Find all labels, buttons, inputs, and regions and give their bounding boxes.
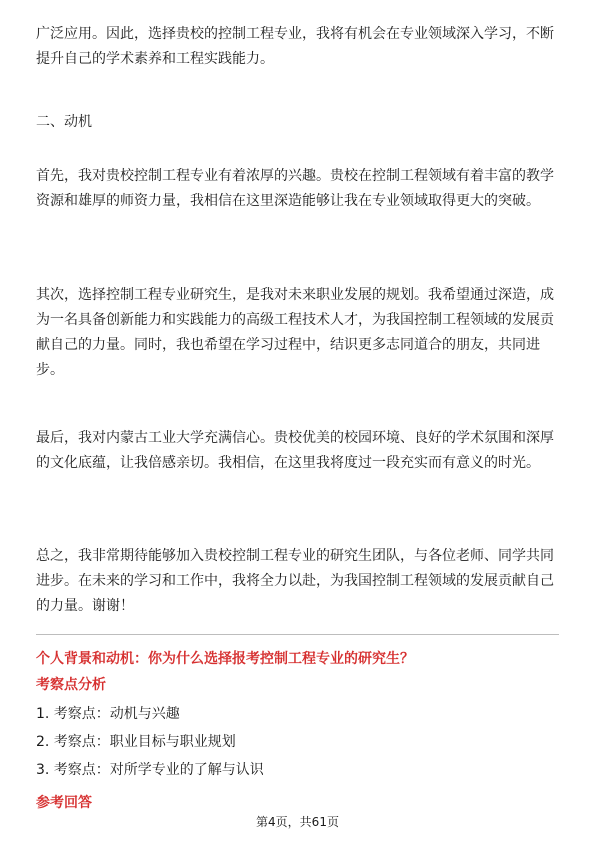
analysis-points-list: [36, 700, 264, 784]
paragraph-intro-continued: 广泛应用。因此，选择贵校的控制工程专业，我将有机会在专业领域深入学习，不断提升自己的学术素养和工程实践能力。: [36, 26, 554, 67]
reference-answer-heading: 参考回答: [36, 795, 92, 811]
question-title: 个人背景和动机：你为什么选择报考控制工程专业的研究生？: [36, 651, 414, 667]
list-item: 3. 考察点：对所学专业的了解与认识: [36, 762, 264, 778]
list-item: 2. 考察点：职业目标与职业规划: [36, 734, 236, 750]
analysis-heading: 考察点分析: [36, 677, 106, 693]
section-heading-motivation: 二、动机: [36, 114, 92, 130]
list-item: 1. 考察点：动机与兴趣: [36, 706, 180, 722]
paragraph-second-reason: 其次，选择控制工程专业研究生，是我对未来职业发展的规划。我希望通过深造，成为一名具备创新能力和实践能力的高级工程技术人才，为我国控制工程领域的发展贡献自己的力量。同时，我也希望在学习过程中，结识更多志同道合的朋友，共同进步。: [36, 287, 554, 378]
paragraph-first-reason: 首先，我对贵校控制工程专业有着浓厚的兴趣。贵校在控制工程领域有着丰富的教学资源和雄厚的师资力量，我相信在这里深造能够让我在专业领域取得更大的突破。: [36, 168, 554, 209]
paragraph-conclusion: 总之，我非常期待能够加入贵校控制工程专业的研究生团队，与各位老师、同学共同进步。在未来的学习和工作中，我将全力以赴，为我国控制工程领域的发展贡献自己的力量。谢谢！: [36, 548, 554, 614]
page-number: 第4页，共61页: [256, 815, 339, 829]
paragraph-third-reason: 最后，我对内蒙古工业大学充满信心。贵校优美的校园环境、良好的学术氛围和深厚的文化底蕴，让我倍感亲切。我相信，在这里我将度过一段充实而有意义的时光。: [36, 430, 554, 471]
section-divider: [36, 634, 559, 635]
